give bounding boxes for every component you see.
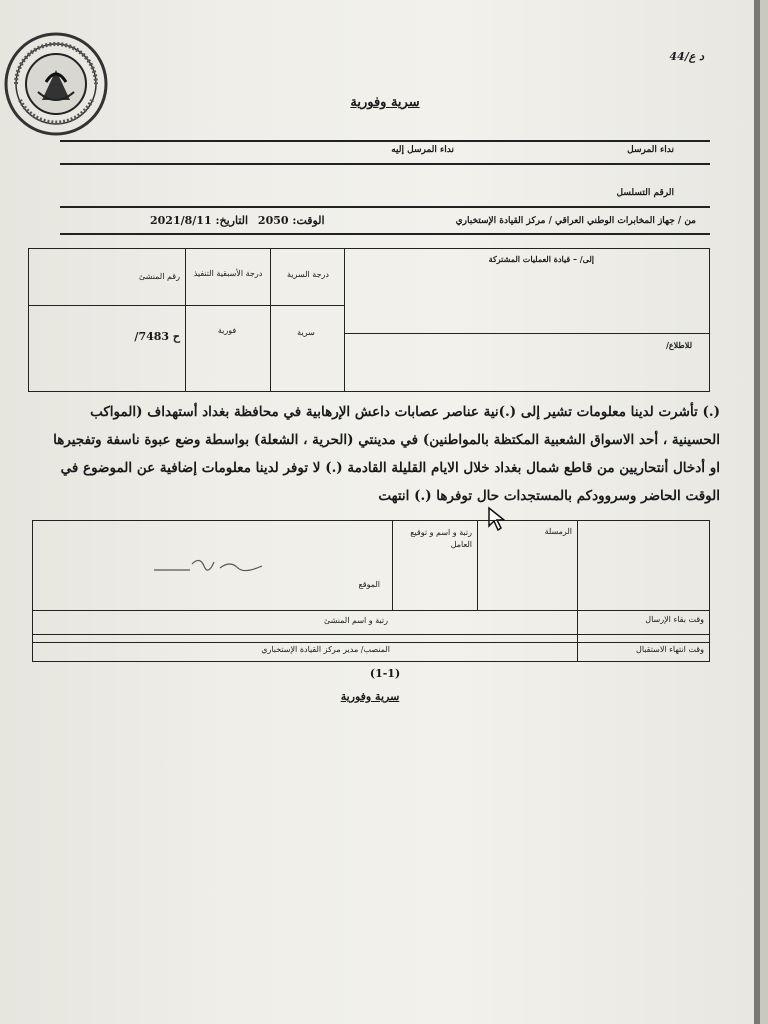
message-body (20, 398, 720, 510)
sender-number-value: ح 7483/ (134, 330, 180, 343)
time-date-line: الوقت: 2050 التاريخ: 2021/8/11 (150, 214, 325, 227)
date-label: التاريخ (219, 214, 249, 227)
grid-divider-main (344, 248, 345, 392)
sender-call-label: نداء المرسل (627, 145, 674, 155)
handwritten-signature (150, 552, 270, 586)
footer-col-3 (577, 520, 578, 610)
footer-row-3 (32, 642, 710, 643)
header-rule-4 (60, 233, 710, 235)
position-label: المنصب/ مدير مركز القيادة الإستخباري (261, 645, 390, 654)
footer-col-mid (577, 610, 578, 662)
grid-right-row-rule (344, 333, 710, 334)
from-line: من / جهاز المخابرات الوطني العراقي / مركز القيادة الإستخباري (455, 216, 696, 226)
page-number: (1-1) (369, 667, 401, 680)
rank-name-header: رتبة و اسم و توقيع العامل (410, 528, 472, 549)
body-line: الحسينية ، أحد الاسواق الشعبية المكتظة بالمواطنين) في مدينتي (الحرية ، الشعلة) بواسطة وضع عبوة ناسفة وتفجيرها (53, 432, 720, 448)
send-time-label: وقت بقاء الإرسال (645, 615, 704, 624)
to-recipient-label: إلى/ – قيادة العمليات المشتركة (488, 254, 594, 264)
classification-footer: سرية وفورية (340, 690, 400, 703)
body-line: الوقت الحاضر وسروودكم بالمستجدات حال توفرها (.) انتهت (378, 488, 720, 504)
serial-number-label: الرقم التسلسل (616, 188, 674, 198)
classification-header: سرية وفورية (350, 95, 420, 110)
grid-divider-b (270, 248, 271, 392)
document-reference: د ع/44 (669, 50, 704, 63)
time-value: 2050 (257, 214, 289, 227)
recipient-header: الرمسلة (544, 527, 572, 536)
signature-label: الموقع (358, 580, 380, 589)
address-grid (28, 248, 710, 392)
receive-end-label: وقت انتهاء الاستقبال (636, 645, 704, 654)
grid-left-row-rule (28, 305, 344, 306)
creator-rank-name-label: رتبة و اسم المنشئ (323, 616, 388, 625)
for-info-label: للاطلاع/ (665, 340, 692, 350)
footer-table (32, 520, 710, 662)
time-label: الوقت (296, 214, 325, 227)
priority-value: فورية (217, 326, 237, 335)
footer-col-2 (477, 520, 478, 610)
header-rule-3 (60, 206, 710, 208)
grid-divider-a (185, 248, 186, 392)
footer-row-1 (32, 610, 710, 611)
date-value: 2021/8/11 (150, 214, 212, 227)
footer-row-2 (32, 634, 710, 635)
footer-col-1 (392, 520, 393, 610)
priority-header: درجة الأسبقية التنفيذ (193, 269, 263, 278)
sender-number-header: رقم المنشئ (138, 272, 180, 281)
secrecy-value: سرية (297, 328, 315, 337)
header-rule-1 (60, 140, 710, 142)
body-line: (.) تأشرت لدينا معلومات تشير إلى (.)نية عناصر عصابات داعش الإرهابية في محافظة بغداد أستهداف (المواكب (90, 404, 720, 420)
body-line: او أدخال أنتحاريين من قاطع شمال بغداد خلال الايام القليلة القادمة (.) لا توفر لدينا معلومات إضافية عن الموضوع في (60, 460, 720, 476)
header-rule-2 (60, 163, 710, 165)
secrecy-header: درجة السرية (287, 270, 329, 279)
emblem-seal (2, 30, 110, 138)
receiver-call-label: نداء المرسل إليه (391, 145, 454, 155)
